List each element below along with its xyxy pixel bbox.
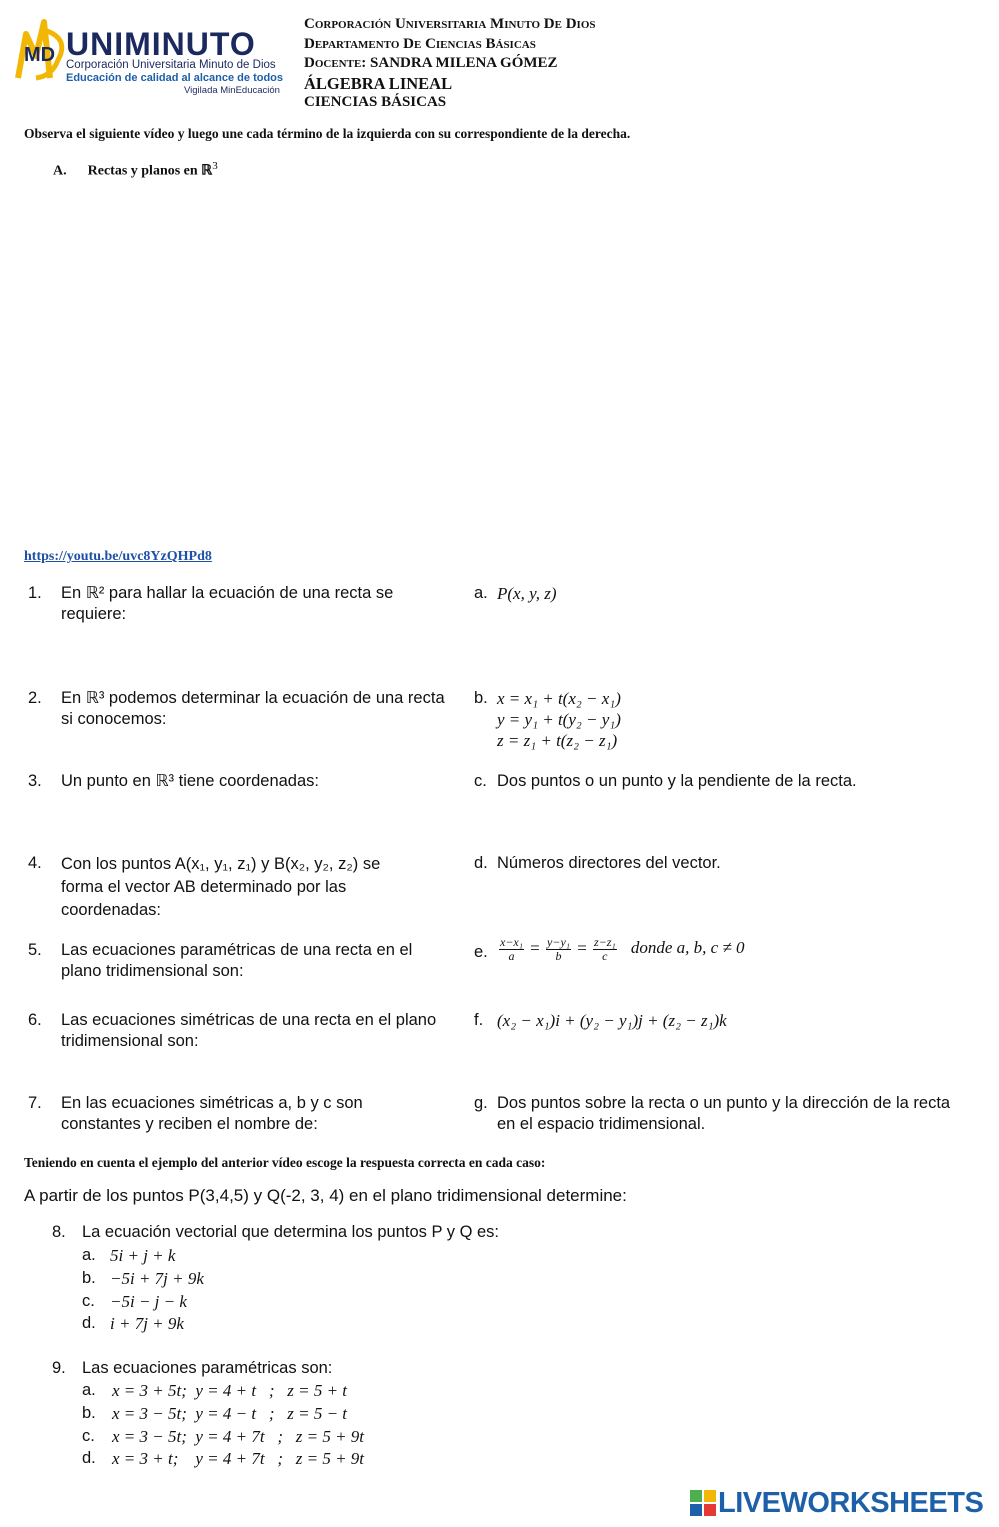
video-link[interactable]: https://youtu.be/uvc8YzQHPd8 (24, 549, 212, 564)
header-teacher: Docente: SANDRA MILENA GÓMEZ (304, 55, 558, 71)
logo-line3: Vigilada MinEducación (184, 85, 280, 96)
premise: A partir de los puntos P(3,4,5) y Q(-2, 3, 4) en el plano tridimensional determine: (24, 1186, 627, 1205)
right-item-text: (x₂ − x₁)i + (y₂ − y₁)j + (z₂ − z₁)k (497, 1011, 727, 1030)
left-item-number: 7. (28, 1094, 42, 1112)
header-institution: Corporación Universitaria Minuto De Dios (304, 16, 596, 32)
header-area: CIENCIAS BÁSICAS (304, 94, 447, 110)
second-instruction: Teniendo en cuenta el ejemplo del anterior vídeo escoge la respuesta correcta en cada caso: (24, 1155, 546, 1170)
left-item-text: En ℝ² para hallar la ecuación de una recta se requiere: (61, 584, 394, 623)
logo-brand: UNIMINUTO (66, 26, 256, 62)
left-item-text: En ℝ³ podemos determinar la ecuación de una recta si conocemos: (61, 689, 445, 728)
section-a-text: Rectas y planos en ℝ (87, 163, 213, 179)
right-item-text: Dos puntos o un punto y la pendiente de la recta. (497, 772, 857, 790)
right-item-text: Dos puntos sobre la recta o un punto y la dirección de la recta en el espacio tridimensional. (497, 1094, 951, 1133)
instruction: Observa el siguiente vídeo y luego une cada término de la izquierda con su correspondiente de la derecha. (24, 126, 631, 141)
right-item-letter: d. (474, 854, 488, 872)
left-item-number: 6. (28, 1011, 42, 1029)
liveworksheets-logo[interactable] (690, 1486, 990, 1520)
parametric-lines (497, 688, 621, 751)
logo-line1: Corporación Universitaria Minuto de Dios (66, 59, 276, 71)
liveworksheets-icon (690, 1490, 716, 1516)
left-item-number: 3. (28, 772, 42, 790)
right-item-letter: c. (474, 772, 487, 790)
left-item-number: 2. (28, 689, 42, 707)
question-number: 9. (52, 1359, 66, 1377)
fraction-x: $\frac{\text{x−x₁}}{a}$ (500, 935, 523, 963)
md-logo-mark (14, 16, 70, 88)
equals-sign: = (577, 938, 587, 958)
section-a-title (53, 160, 218, 180)
left-item-number: 4. (28, 854, 42, 872)
header-department: Departamento De Ciencias Básicas (304, 35, 536, 52)
video-embed[interactable] (24, 190, 974, 540)
param-x: x = x₁ + t(x₂ − x₁) (497, 689, 621, 708)
fraction-y: $\frac{\text{y−y₁}}{b}$ (547, 935, 570, 963)
left-item-text: Un punto en ℝ³ tiene coordenadas: (61, 772, 319, 790)
question-text: Las ecuaciones paramétricas son: (82, 1359, 333, 1377)
param-z: z = z₁ + t(z₂ − z₁) (497, 731, 618, 750)
right-item-e (474, 936, 974, 970)
left-item-number: 1. (28, 584, 42, 602)
right-item-letter: f. (474, 1011, 484, 1029)
right-item-letter: b. (474, 689, 488, 707)
liveworksheets-wordmark: LIVEWORKSHEETS (718, 1487, 984, 1519)
left-item-text: Las ecuaciones simétricas de una recta en el plano tridimensional son: (61, 1011, 437, 1050)
section-a-letter: A. (53, 163, 67, 179)
header-text (304, 15, 596, 113)
right-item-text: P(x, y, z) (497, 584, 557, 603)
symmetric-equation (497, 936, 745, 963)
section-a-sup: 3 (212, 160, 218, 172)
question-number: 8. (52, 1223, 66, 1241)
right-item-letter: a. (474, 584, 488, 602)
logo (14, 14, 292, 100)
param-y: y = y₁ + t(y₂ − y₁) (497, 710, 621, 729)
header-course: ÁLGEBRA LINEAL (304, 73, 453, 93)
fraction-z: $\frac{\text{z−z₁}}{c}$ (594, 935, 616, 963)
question-text: La ecuación vectorial que determina los puntos P y Q es: (82, 1223, 500, 1241)
condition: donde a, b, c ≠ 0 (630, 938, 745, 958)
left-item-text: En las ecuaciones simétricas a, b y c son constantes y reciben el nombre de: (61, 1094, 363, 1133)
equals-sign: = (530, 938, 540, 958)
right-item-letter: e. (474, 943, 488, 961)
logo-line2: Educación de calidad al alcance de todos (66, 72, 284, 84)
left-item-number: 5. (28, 941, 42, 959)
left-item-text: Las ecuaciones paramétricas de una recta en el plano tridimensional son: (61, 941, 413, 980)
right-item-text: Números directores del vector. (497, 854, 721, 872)
logo-mark-text: MD (24, 44, 56, 66)
left-item-text: Con los puntos A(x₁, y₁, z₁) y B(x₂, y₂, z₂) se forma el vector AB determinado por las coordenadas: (61, 855, 381, 919)
right-item-letter: g. (474, 1094, 488, 1112)
